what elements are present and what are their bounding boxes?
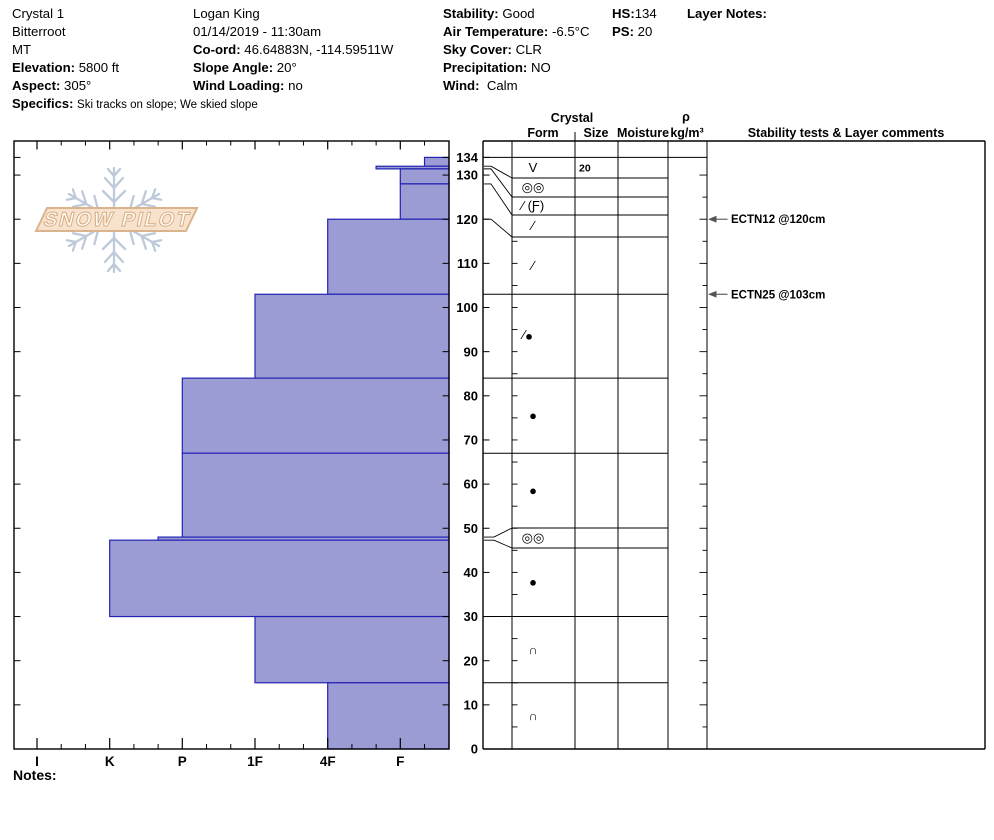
pit-name: Crystal 1	[12, 6, 65, 21]
crystal-form-symbol: ◎◎	[521, 530, 545, 546]
hardness-tick-label: P	[177, 754, 187, 769]
hardness-bar	[400, 169, 449, 184]
air-temperature: Air Temperature: -6.5°C	[443, 24, 590, 39]
hardness-bar	[255, 617, 449, 683]
hardness-tick-label: 4F	[319, 754, 336, 769]
layer-notes-label: Layer Notes:	[687, 6, 767, 21]
layer-leader-line	[484, 169, 512, 197]
depth-tick-label: 110	[457, 255, 478, 271]
crystal-column-header: Crystal	[550, 111, 594, 125]
moisture-column-header: Moisture	[616, 126, 670, 140]
hardness-tick-label: F	[396, 754, 405, 769]
layer-leader-line	[484, 528, 512, 537]
density-unit-header: kg/m³	[670, 126, 704, 140]
total-height-hs: HS:134	[612, 6, 657, 21]
aspect: Aspect: 305°	[12, 78, 92, 93]
density-column-header: ρ	[682, 110, 690, 124]
size-column-header: Size	[583, 126, 609, 140]
crystal-form-symbol: ∩	[528, 709, 538, 724]
hardness-bar	[400, 184, 449, 219]
crystal-form-symbol: V	[528, 159, 538, 175]
hardness-tick-label: K	[104, 754, 115, 769]
stability-rating: Stability: Good	[443, 6, 535, 21]
svg-text:SNOW PILOT: SNOW PILOT	[41, 209, 194, 231]
mountain-range: Bitterroot	[12, 24, 66, 39]
crystal-form-symbol: ∩	[528, 642, 538, 657]
depth-tick-label: 0	[470, 741, 478, 757]
depth-tick-label: 60	[463, 476, 478, 492]
layer-leader-line	[484, 166, 512, 178]
depth-tick-label: 20	[463, 653, 478, 669]
layer-leader-line	[484, 184, 512, 215]
depth-tick-label: 30	[463, 609, 478, 625]
pit-surface-ps: PS: 20	[612, 24, 653, 39]
hardness-bar	[110, 540, 449, 616]
specifics: Specifics: Ski tracks on slope; We skied slope	[12, 96, 258, 111]
crystal-form-symbol: ●	[529, 574, 537, 590]
stability-test-label: ECTN25 @103cm	[731, 289, 826, 302]
depth-tick-label: 50	[463, 520, 478, 536]
sky-cover: Sky Cover: CLR	[443, 42, 542, 57]
notes-label: Notes:	[13, 767, 57, 783]
slope-angle: Slope Angle: 20°	[193, 60, 297, 75]
crystal-form-symbol: ∕ (Ƒ)	[521, 198, 545, 214]
hardness-tick-label: I	[35, 754, 39, 769]
layer-leader-line	[484, 540, 512, 548]
form-column-header: Form	[527, 126, 559, 140]
snowpilot-logo-text	[42, 209, 194, 231]
crystal-form-symbol: ∕	[531, 218, 535, 234]
hardness-bar	[182, 378, 449, 453]
depth-tick-label: 130	[456, 167, 478, 183]
depth-tick-label: 80	[463, 388, 478, 404]
grain-size-value: 20	[579, 162, 591, 175]
stability-test-label: ECTN12 @120cm	[731, 214, 826, 227]
hardness-bar	[328, 683, 449, 749]
observation-datetime: 01/14/2019 - 11:30am	[193, 24, 322, 39]
hardness-tick-label: 1F	[247, 754, 263, 769]
state: MT	[12, 42, 32, 57]
observer-name: Logan King	[193, 6, 260, 21]
depth-tick-label: 70	[463, 432, 478, 448]
stability-column-header: Stability tests & Layer comments	[747, 126, 945, 140]
hardness-bar	[255, 294, 449, 378]
depth-tick-label: 90	[463, 344, 478, 360]
hardness-bar	[328, 219, 449, 294]
depth-tick-label: 100	[456, 300, 478, 316]
layer-leader-line	[484, 219, 512, 237]
wind: Wind: Calm	[443, 78, 518, 93]
crystal-form-symbol: ∕	[531, 257, 535, 273]
precipitation: Precipitation: NO	[443, 60, 551, 75]
depth-tick-label: 134	[456, 150, 478, 166]
depth-tick-label: 40	[463, 565, 478, 581]
elevation: Elevation: 5800 ft	[12, 60, 120, 75]
depth-tick-label: 10	[463, 697, 478, 713]
wind-loading: Wind Loading: no	[193, 78, 303, 93]
hardness-bar	[182, 453, 449, 537]
depth-tick-label: 120	[456, 211, 478, 227]
crystal-form-symbol: ●	[529, 407, 537, 423]
crystal-form-symbol: ●∕	[523, 326, 533, 344]
coordinates: Co-ord: 46.64883N, -114.59511W	[193, 42, 394, 57]
crystal-form-symbol: ●	[529, 482, 537, 498]
hardness-bar	[425, 157, 449, 166]
crystal-form-symbol: ◎◎	[521, 179, 545, 195]
